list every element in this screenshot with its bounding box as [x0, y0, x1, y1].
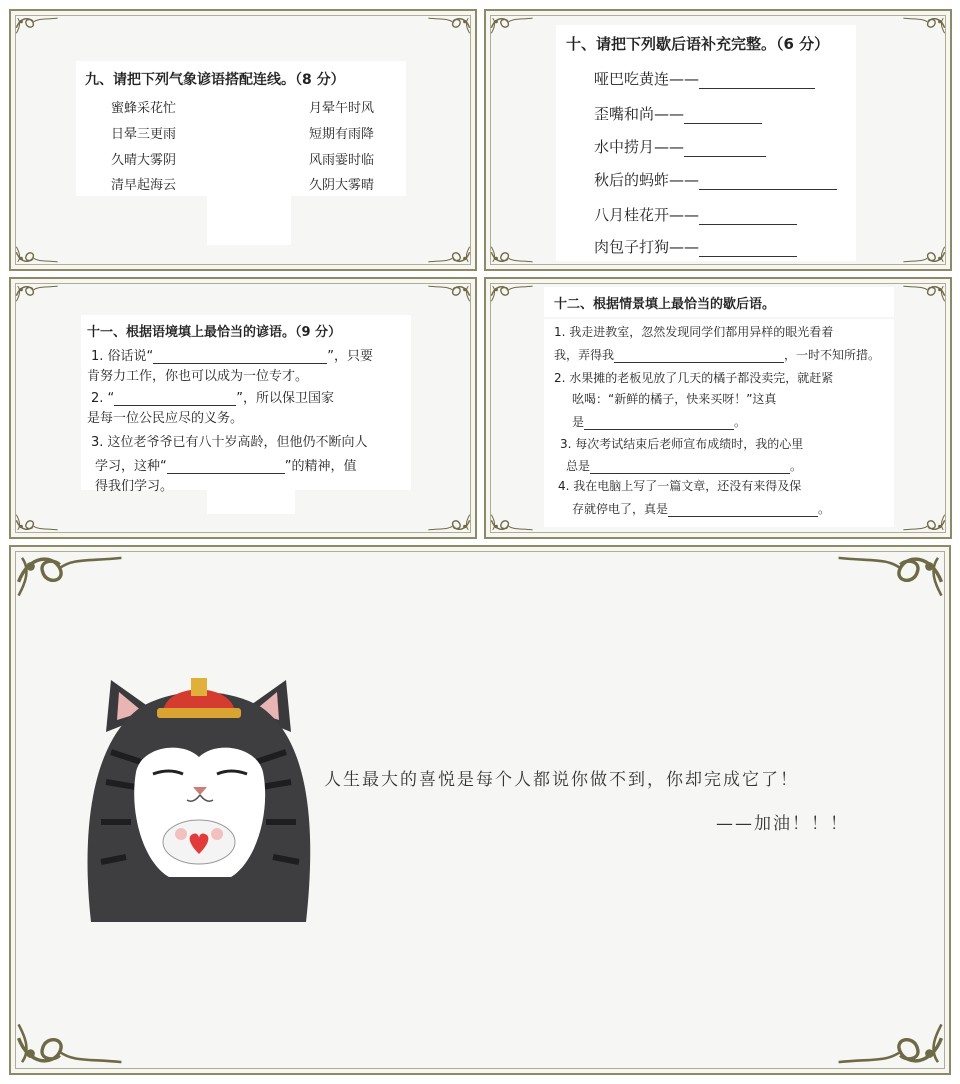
question-2-cont: 是每一位公民应尽的义务。	[87, 411, 244, 426]
corner-ornament-icon	[490, 283, 534, 303]
slide-9	[9, 9, 477, 271]
corner-ornament-icon	[490, 245, 534, 265]
question-text: 2. “	[91, 391, 115, 406]
proverb-left-2: 日晕三更雨	[111, 127, 177, 142]
corner-ornament-icon	[902, 513, 946, 533]
answer-blank[interactable]	[684, 142, 766, 157]
corner-ornament-icon	[427, 283, 471, 303]
question-text: 。	[790, 459, 803, 473]
question-3-end: 得我们学习。	[95, 479, 174, 494]
question-1-cont: 肯努力工作，你也可以成为一位专才。	[87, 369, 309, 384]
content-card	[207, 191, 291, 245]
idiom-text: 歪嘴和尚——	[594, 105, 685, 123]
proverb-right-4: 久阴大雾晴	[309, 178, 375, 193]
question-text: 我，弄得我	[554, 348, 615, 362]
answer-blank[interactable]	[699, 175, 837, 190]
content-card	[207, 484, 295, 514]
answer-blank[interactable]	[684, 109, 762, 124]
corner-ornament-icon	[427, 245, 471, 265]
idiom-text: 肉包子打狗——	[594, 238, 700, 256]
slide-11	[9, 277, 477, 539]
cat-paw-pad	[175, 828, 187, 840]
question-text: 是	[572, 415, 585, 429]
answer-blank[interactable]	[153, 349, 327, 364]
question-text: ”，所以保卫国家	[236, 391, 335, 406]
section-title: 十一、根据语境填上最恰当的谚语。（9 分）	[87, 325, 342, 340]
question-1: 1. 我走进教室，忽然发现同学们都用异样的眼光看着	[554, 325, 834, 339]
question-1	[91, 345, 373, 364]
question-text: ”，只要	[327, 349, 374, 364]
quote-signature: ——加油！！！	[716, 814, 849, 834]
question-text: ”的精神，值	[284, 459, 357, 474]
question-3-cont	[95, 455, 357, 474]
question-3: 3. 这位老爷爷已有八十岁高龄，但他仍不断向人	[91, 435, 368, 450]
slide-12	[484, 277, 952, 539]
proverb-right-3: 风雨霎时临	[309, 153, 375, 168]
corner-ornament-icon	[902, 15, 946, 35]
idiom-text: 哑巴吃黄连——	[594, 70, 700, 88]
section-title: 九、请把下列气象谚语搭配连线。（8 分）	[85, 72, 345, 88]
proverb-left-1: 蜜蜂采花忙	[111, 101, 177, 116]
question-3-cont	[566, 457, 802, 474]
question-4-cont	[572, 500, 830, 517]
proverb-right-2: 短期有雨降	[309, 127, 375, 142]
idiom-item-6	[594, 236, 797, 257]
slide-13	[9, 545, 951, 1075]
answer-blank[interactable]	[114, 391, 236, 406]
corner-ornament-icon	[835, 1021, 945, 1069]
question-text: 1. 俗话说“	[91, 349, 154, 364]
corner-ornament-icon	[902, 245, 946, 265]
answer-blank[interactable]	[699, 210, 797, 225]
answer-blank[interactable]	[699, 242, 797, 257]
question-text: 总是	[566, 459, 591, 473]
cat-paw-pad	[211, 828, 223, 840]
question-2: 2. 水果摊的老板见放了几天的橘子都没卖完，就赶紧	[554, 371, 834, 385]
corner-ornament-icon	[427, 15, 471, 35]
question-4: 4. 我在电脑上写了一篇文章，还没有来得及保	[558, 479, 802, 493]
answer-blank[interactable]	[668, 502, 818, 517]
corner-ornament-icon	[15, 513, 59, 533]
corner-ornament-icon	[15, 245, 59, 265]
corner-ornament-icon	[490, 15, 534, 35]
answer-blank[interactable]	[584, 415, 734, 430]
idiom-text: 八月桂花开——	[594, 206, 700, 224]
question-2-end	[572, 413, 746, 430]
answer-blank[interactable]	[590, 459, 790, 474]
corner-ornament-icon	[15, 283, 59, 303]
corner-ornament-icon	[15, 15, 59, 35]
idiom-item-2	[594, 103, 762, 124]
question-text: 学习，这种“	[95, 459, 167, 474]
question-text: 存就停电了，真是	[572, 502, 669, 516]
idiom-item-3	[594, 136, 766, 157]
idiom-text: 秋后的蚂蚱——	[594, 171, 700, 189]
answer-blank[interactable]	[167, 459, 285, 474]
crown-band	[157, 708, 241, 718]
question-text: 。	[734, 415, 747, 429]
proverb-right-1: 月晕午时风	[309, 101, 375, 116]
question-2-cont: 吆喝：“新鲜的橘子，快来买呀！”这真	[572, 392, 777, 406]
corner-ornament-icon	[490, 513, 534, 533]
corner-ornament-icon	[835, 551, 945, 599]
idiom-item-5	[594, 204, 797, 225]
slide-10	[484, 9, 952, 271]
question-2	[91, 387, 334, 406]
answer-blank[interactable]	[699, 74, 815, 89]
crown-jewel	[191, 678, 207, 696]
motivational-quote: 人生最大的喜悦是每个人都说你做不到，你却完成它了！	[324, 770, 799, 790]
idiom-item-1	[594, 68, 815, 89]
section-title: 十、请把下列歇后语补充完整。（6 分）	[566, 35, 830, 53]
answer-blank[interactable]	[614, 348, 784, 363]
emperor-cat-illustration	[81, 662, 321, 932]
proverb-left-3: 久晴大雾阴	[111, 153, 177, 168]
corner-ornament-icon	[427, 513, 471, 533]
corner-ornament-icon	[15, 1021, 125, 1069]
section-title: 十二、根据情景填上最恰当的歇后语。	[554, 297, 776, 312]
proverb-left-4: 清早起海云	[111, 178, 177, 193]
question-text: 。	[818, 502, 831, 516]
question-1-cont	[554, 346, 880, 363]
question-text: ，一时不知所措。	[784, 348, 881, 362]
idiom-item-4	[594, 169, 837, 190]
corner-ornament-icon	[902, 283, 946, 303]
corner-ornament-icon	[15, 551, 125, 599]
idiom-text: 水中捞月——	[594, 138, 685, 156]
question-3: 3. 每次考试结束后老师宣布成绩时，我的心里	[560, 437, 804, 451]
